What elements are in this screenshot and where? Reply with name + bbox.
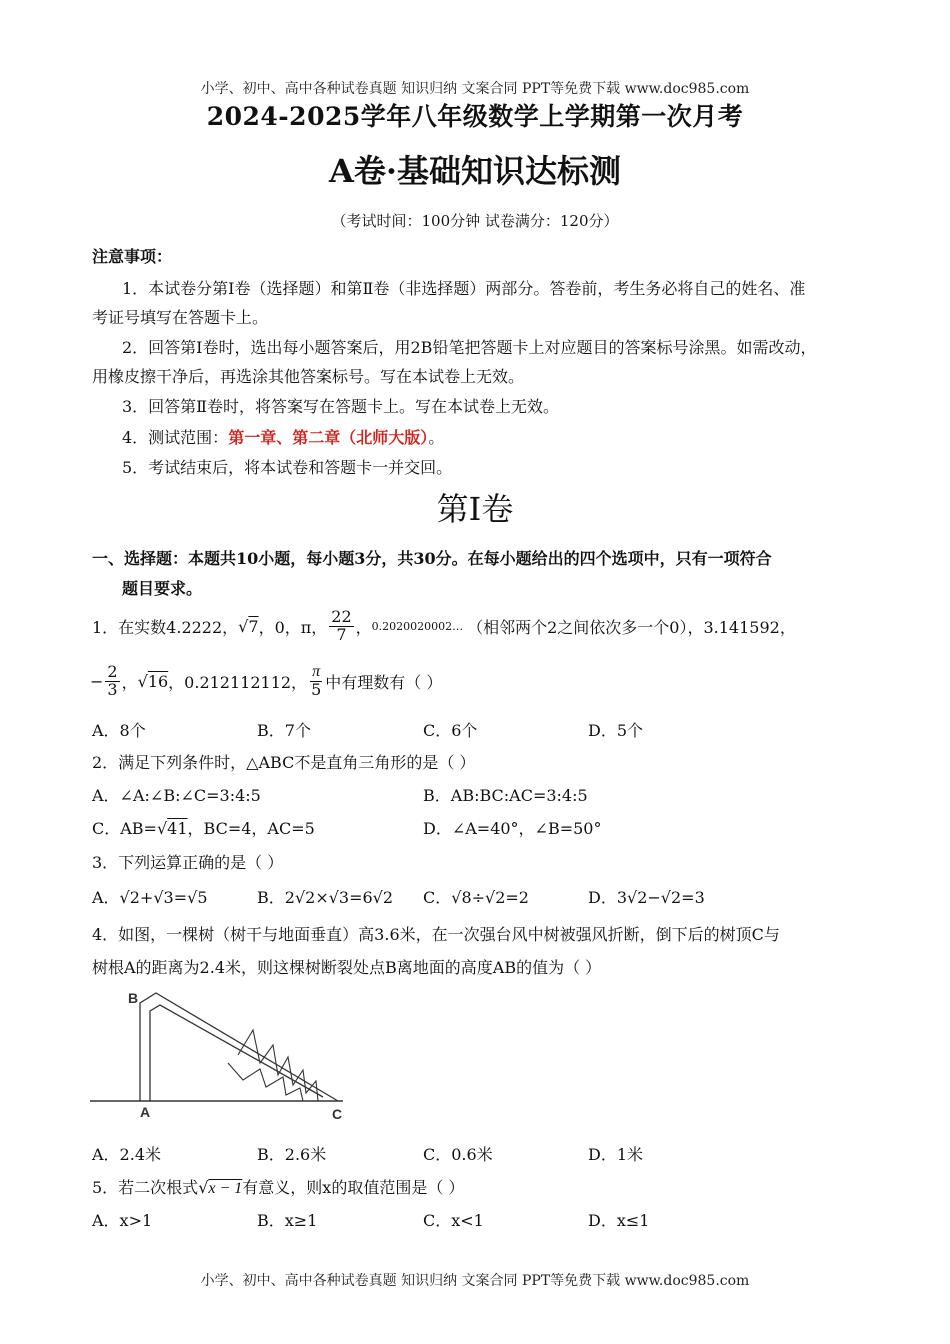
notice-item-4 — [122, 425, 444, 448]
q1-neg-frac — [105, 661, 119, 699]
q4-option-b[interactable]: B．2.6米 — [257, 1145, 327, 1164]
notice-item-1b: 考证号填写在答题卡上。 — [92, 308, 269, 327]
q5-stem-pre: 5．若二次根式 — [92, 1178, 199, 1197]
q1-option-d[interactable]: D．5个 — [588, 721, 644, 740]
q1-frac-22-7 — [329, 606, 353, 644]
q1-sqrt7: √7 — [238, 616, 259, 636]
q1-pi-frac — [309, 664, 323, 699]
tree-trunk-outer — [140, 993, 338, 1101]
exam-title: 2024-2025学年八年级数学上学期第一次月考 — [206, 102, 744, 131]
q1-neg-frac-num: 2 — [107, 661, 118, 681]
part1-instruction-1: 一、选择题：本题共10小题，每小题3分，共30分。在每小题给出的四个选项中，只有一项符合 — [92, 549, 772, 568]
q1-line2: − $\frac{2}{3}$ ， √16 ，0.212112112， $\frac{\pi}{5}$ 中有理数有（ ） — [90, 661, 443, 699]
top-banner: 小学、初中、高中各种试卷真题 知识归纳 文案合同 PPT等免费下载 www.doc985.com — [200, 81, 750, 97]
notice-item-1a: 1．本试卷分第Ⅰ卷（选择题）和第Ⅱ卷（非选择题）两部分。答卷前，考生务必将自己的姓名、准 — [122, 279, 806, 298]
q2-option-c-pre: C．AB= — [92, 819, 157, 838]
exam-subtitle: A卷·基础知识达标测 — [329, 152, 621, 190]
q1-pi-num: π — [312, 662, 321, 680]
q3-option-a[interactable]: A．√2+√3=√5 — [92, 888, 208, 907]
q1-note: （相邻两个2之间依次多一个0），3.141592， — [467, 617, 796, 637]
q4-tree-figure — [88, 985, 348, 1125]
notice-item-4-prefix: 4．测试范围： — [122, 428, 229, 447]
q1-neg-frac-den: 3 — [107, 679, 118, 699]
section-title: 第Ⅰ卷 — [436, 490, 514, 528]
notice-item-3: 3．回答第Ⅱ卷时，将答案写在答题卡上。写在本试卷上无效。 — [122, 397, 560, 416]
part1-instruction-2: 题目要求。 — [122, 579, 203, 598]
q5-stem: 5．若二次根式√x − 1有意义，则x的取值范围是（ ） — [92, 1178, 465, 1197]
q4-option-d[interactable]: D．1米 — [588, 1145, 644, 1164]
label-a: A — [140, 1104, 151, 1120]
q3-option-b[interactable]: B．2√2×√3=6√2 — [257, 888, 394, 907]
notice-item-4-suffix: 。 — [428, 428, 445, 447]
q1-option-a[interactable]: A．8个 — [92, 721, 146, 740]
q4-option-a[interactable]: A．2.4米 — [92, 1145, 162, 1164]
notice-item-5: 5．考试结束后，将本试卷和答题卡一并交回。 — [122, 458, 453, 477]
q4-line1: 4．如图，一棵树（树干与地面垂直）高3.6米，在一次强台风中树被强风折断，倒下后的树顶C与 — [92, 925, 780, 944]
q3-stem: 3．下列运算正确的是（ ） — [92, 853, 284, 872]
q1-pi-den: 5 — [311, 679, 322, 699]
q2-option-d[interactable]: D．∠A=40°，∠B=50° — [423, 819, 602, 838]
notice-item-2b: 用橡皮擦干净后，再选涂其他答案标号。写在本试卷上无效。 — [92, 367, 525, 386]
tree-trunk-inner — [150, 1005, 323, 1101]
q2-option-c-post: ，BC=4，AC=5 — [187, 819, 315, 838]
q4-option-c[interactable]: C．0.6米 — [423, 1145, 493, 1164]
exam-info: （考试时间：100分钟 试卷满分：120分） — [331, 212, 619, 230]
label-b: B — [128, 990, 139, 1006]
q1-part2: ，0.212112112， — [168, 672, 308, 692]
notice-heading: 注意事项： — [92, 247, 173, 266]
q2-option-c-radicand: 41 — [167, 819, 188, 838]
notice-item-2a: 2．回答第Ⅰ卷时，选出每小题答案后，用2B铅笔把答题卡上对应题目的答案标号涂黑。如需改动， — [122, 338, 817, 357]
q1-mid: ，0，π， — [258, 617, 328, 637]
q2-option-b[interactable]: B．AB:BC:AC=3:4:5 — [423, 786, 588, 805]
q3-option-d[interactable]: D．3√2−√2=3 — [588, 888, 705, 907]
label-c: C — [332, 1106, 343, 1122]
tree-leaves-bottom — [228, 1063, 303, 1101]
q1-frac-num: 22 — [331, 606, 352, 626]
q1-option-c[interactable]: C．6个 — [423, 721, 478, 740]
bottom-banner: 小学、初中、高中各种试卷真题 知识归纳 文案合同 PPT等免费下载 www.doc985.com — [200, 1273, 750, 1289]
q1-frac-den: 7 — [336, 624, 347, 644]
q1-lead: 1．在实数4.2222， — [92, 617, 239, 637]
q4-line2: 树根A的距离为2.4米，则这棵树断裂处点B离地面的高度AB的值为（ ） — [92, 958, 602, 977]
q5-stem-post: 有意义，则x的取值范围是（ ） — [242, 1178, 465, 1197]
q1-seq: 0.2020020002… — [371, 619, 464, 633]
q2-option-a[interactable]: A．∠A:∠B:∠C=3:4:5 — [92, 786, 261, 805]
q1-option-b[interactable]: B．7个 — [257, 721, 311, 740]
q5-option-d[interactable]: D．x≤1 — [588, 1211, 650, 1230]
q1-sqrt7-radicand: 7 — [248, 616, 259, 636]
q1-tail: 中有理数有（ ） — [325, 672, 443, 692]
q5-option-a[interactable]: A．x>1 — [92, 1211, 153, 1230]
q1-cbrt16: √16 — [137, 671, 169, 691]
q2-option-c[interactable]: C．AB=√41，BC=4，AC=5 — [92, 819, 315, 838]
q2-stem: 2．满足下列条件时，△ABC不是直角三角形的是（ ） — [92, 753, 476, 772]
q5-radicand: x − 1 — [208, 1180, 243, 1197]
q3-option-c[interactable]: C．√8÷√2=2 — [423, 888, 529, 907]
test-scope: 第一章、第二章（北师大版） — [228, 428, 429, 447]
q1-line1: 1．在实数4.2222， √7 ，0，π， $\frac{22}{7}$ ， 0.2020020002… （相邻两个2之间依次多一个0），3.141592， — [92, 606, 796, 644]
q1-cbrt16-radicand: 16 — [147, 671, 169, 691]
q5-option-c[interactable]: C．x<1 — [423, 1211, 484, 1230]
q5-option-b[interactable]: B．x≥1 — [257, 1211, 318, 1230]
